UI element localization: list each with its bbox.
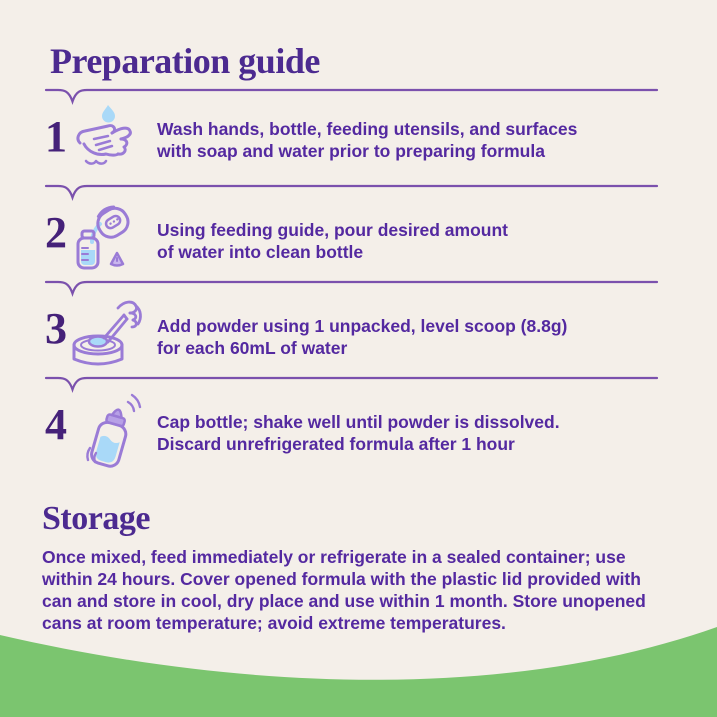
step-text-line: Cap bottle; shake well until powder is dissolved. [157,412,560,432]
storage-paragraph [42,546,646,634]
step-text-line: of water into clean bottle [157,241,364,262]
storage-line: Once mixed, feed immediately or refrigerate in a sealed container; use [42,547,626,567]
step-text-line: Add powder using 1 unpacked, level scoop (8.8g) [157,316,568,336]
storage-line: can and store in cool, dry place and use within 1 month. Store unopened [42,591,646,611]
storage-line: within 24 hours. Cover opened formula with the plastic lid provided with [42,569,641,589]
step-text-line: Using feeding guide, pour desired amount [157,220,508,240]
step-text [157,412,560,455]
pour-water-icon [70,198,142,274]
wash-hands-icon [68,103,140,171]
step-text [157,220,508,263]
step-number: 1 [45,112,67,161]
step-divider [0,280,717,298]
step-text-line: with soap and water prior to preparing formula [157,140,545,161]
page-title: Preparation guide [50,41,320,81]
shake-bottle-icon [82,390,144,476]
step-text-line: for each 60mL of water [157,337,348,358]
step-number: 4 [45,400,67,449]
step-text [157,316,567,359]
scoop-powder-icon [68,298,146,368]
step-number: 2 [45,208,67,257]
step-text-line: Wash hands, bottle, feeding utensils, and surfaces [157,119,578,139]
storage-line: cans at room temperature; avoid extreme temperatures. [42,613,506,633]
step-number: 3 [45,304,67,353]
storage-heading: Storage [42,500,150,537]
green-wave-decoration [0,625,717,717]
step-text-line: Discard unrefrigerated formula after 1 hour [157,433,515,454]
step-text [157,119,577,162]
